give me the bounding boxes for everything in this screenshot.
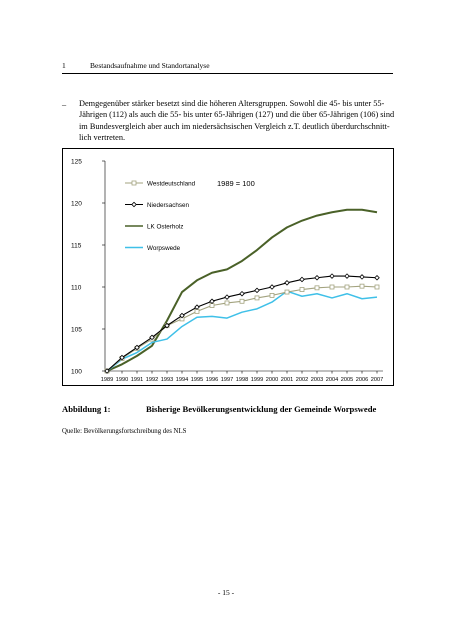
series-line-lk-osterholz <box>107 210 377 371</box>
data-point-westdeutschland <box>315 286 319 290</box>
x-tick-label: 1999 <box>250 377 264 383</box>
data-point-niedersachsen <box>225 295 229 299</box>
data-point-niedersachsen <box>255 288 259 292</box>
data-point-niedersachsen <box>285 281 289 285</box>
chart-frame <box>62 148 394 386</box>
y-tick-label: 125 <box>71 158 82 166</box>
y-tick-label: 120 <box>71 200 82 208</box>
data-point-westdeutschland <box>270 293 274 297</box>
x-tick-label: 2006 <box>355 377 369 383</box>
data-point-niedersachsen <box>270 285 274 289</box>
caption-text: Bisherige Bevölkerungsentwicklung der Gemeinde Worpswede <box>146 404 377 414</box>
data-point-niedersachsen <box>360 275 364 279</box>
x-tick-label: 1994 <box>175 377 189 383</box>
x-tick-label: 1997 <box>220 377 234 383</box>
header-rule <box>62 73 393 74</box>
x-tick-label: 1992 <box>145 377 159 383</box>
data-point-westdeutschland <box>360 284 364 288</box>
chapter-number: 1 <box>62 61 66 70</box>
data-point-westdeutschland <box>225 301 229 305</box>
y-tick-label: 100 <box>71 368 82 376</box>
data-point-niedersachsen <box>330 274 334 278</box>
bullet-dash: – <box>62 100 67 109</box>
data-point-westdeutschland <box>300 288 304 292</box>
x-tick-label: 2000 <box>265 377 279 383</box>
data-point-niedersachsen <box>195 305 199 309</box>
x-tick-label: 1990 <box>115 377 129 383</box>
paragraph-line: im Bundesvergleich aber auch im niedersächsischen Vergleich z.T. deutlich überdurchschnitt- <box>79 121 390 131</box>
legend-marker-westdeutschland <box>132 181 136 185</box>
legend-label-westdeutschland: Westdeutschland <box>147 180 196 188</box>
data-point-westdeutschland <box>255 296 259 300</box>
data-point-westdeutschland <box>210 303 214 307</box>
x-tick-label: 1993 <box>160 377 174 383</box>
x-tick-label: 1995 <box>190 377 204 383</box>
data-point-westdeutschland <box>195 309 199 313</box>
x-tick-label: 1998 <box>235 377 249 383</box>
x-tick-label: 2004 <box>325 377 339 383</box>
legend-marker-niedersachsen <box>132 202 136 206</box>
data-point-westdeutschland <box>345 285 349 289</box>
x-tick-label: 2002 <box>295 377 309 383</box>
caption-label: Abbildung 1: <box>62 404 111 414</box>
paragraph-line: Demgegenüber stärker besetzt sind die höheren Altersgruppen. Sowohl die 45- bis unter 55- <box>79 99 385 108</box>
data-point-niedersachsen <box>315 276 319 280</box>
legend-label-lk-osterholz: LK Osterholz <box>147 223 184 231</box>
chart-annotation: 1989 = 100 <box>217 179 255 188</box>
paragraph-line: Jährigen (112) als auch die 55- bis unter 65-Jährigen (127) und die über 65-Jährigen (106) sind <box>79 110 395 120</box>
x-tick-label: 2001 <box>280 377 294 383</box>
data-point-niedersachsen <box>375 276 379 280</box>
source-note: Quelle: Bevölkerungsfortschreibung des NLS <box>62 428 187 435</box>
data-point-westdeutschland <box>375 285 379 289</box>
x-tick-label: 2003 <box>310 377 324 383</box>
x-tick-label: 1991 <box>130 377 144 383</box>
data-point-westdeutschland <box>330 285 334 289</box>
x-tick-label: 2007 <box>370 377 384 383</box>
population-chart <box>63 149 393 385</box>
data-point-niedersachsen <box>300 277 304 281</box>
y-tick-label: 105 <box>71 326 82 334</box>
x-tick-label: 2005 <box>340 377 354 383</box>
data-point-westdeutschland <box>240 299 244 303</box>
legend-label-worpswede: Worpswede <box>147 244 181 252</box>
y-tick-label: 110 <box>71 284 82 292</box>
body-paragraph <box>79 98 394 144</box>
series-line-niedersachsen <box>107 276 377 371</box>
data-point-niedersachsen <box>240 292 244 296</box>
legend-label-niedersachsen: Niedersachsen <box>147 201 190 209</box>
x-tick-label: 1996 <box>205 377 219 383</box>
page-number: - 15 - <box>217 588 235 597</box>
data-point-niedersachsen <box>345 274 349 278</box>
chapter-title: Bestandsaufnahme und Standortanalyse <box>90 61 210 70</box>
data-point-westdeutschland <box>285 290 289 294</box>
data-point-niedersachsen <box>210 299 214 303</box>
paragraph-line: lich vertreten. <box>79 133 126 143</box>
x-tick-label: 1989 <box>100 377 114 383</box>
y-tick-label: 115 <box>71 242 82 250</box>
